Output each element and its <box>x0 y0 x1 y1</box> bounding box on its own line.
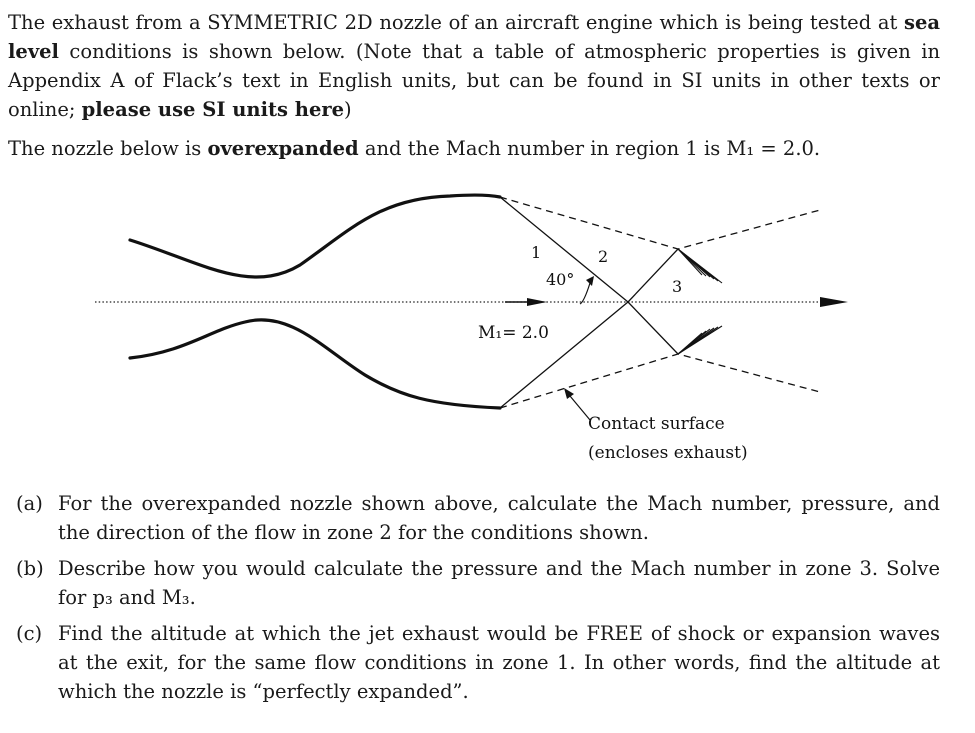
question-b-text: Describe how you would calculate the pressure and the Mach number in zone 3. Solve for p₃ and M₃. <box>58 557 940 609</box>
flow-arrow-head <box>527 298 547 306</box>
angle-label: 40° <box>546 270 575 289</box>
intro-text-1: The exhaust from a SYMMETRIC 2D nozzle of an aircraft engine which is being tested at <box>8 11 904 34</box>
statement-text-2: and the Mach number in region 1 is M₁ = 2.0. <box>358 137 821 160</box>
region-1-label: 1 <box>531 243 542 262</box>
intro-bold-si-units: please use SI units here <box>81 98 345 121</box>
reflected-shock-upper <box>628 249 678 302</box>
intro-text-2: conditions is shown below. (Note that a table of atmospheric properties is given in Appendix A of Flack’s text in English units, but can be found in SI units in other texts or online; <box>8 40 940 121</box>
contact-surface-lower <box>500 354 820 408</box>
nozzle-upper-wall <box>130 195 500 277</box>
contact-pointer-head <box>564 388 574 399</box>
reflected-shock-lower <box>628 302 678 354</box>
intro-bold-sea-level: sea level <box>8 11 940 63</box>
mach-label: M₁= 2.0 <box>478 323 549 343</box>
question-a-label: (a) <box>16 492 43 515</box>
statement-bold-overexpanded: overexpanded <box>207 137 359 160</box>
contact-pointer-line <box>570 396 590 420</box>
question-a-text: For the overexpanded nozzle shown above, calculate the Mach number, pressure, and the direction of the flow in zone 2 for the conditions shown. <box>58 492 940 544</box>
nozzle-lower-wall <box>130 320 500 408</box>
contact-surface-upper <box>500 197 820 249</box>
centerline-arrowhead <box>820 297 848 307</box>
question-b <box>16 554 940 612</box>
contact-surface-label: Contact surface <box>588 414 725 434</box>
expansion-fan-upper <box>678 249 722 283</box>
shock-lower <box>500 302 628 408</box>
question-c <box>16 619 940 706</box>
expansion-fan-lower <box>678 326 722 354</box>
region-2-label: 2 <box>598 247 609 266</box>
region-3-label: 3 <box>672 277 683 296</box>
contact-surface-sublabel: (encloses exhaust) <box>588 443 748 463</box>
question-b-label: (b) <box>16 557 44 580</box>
question-a <box>16 489 940 547</box>
question-c-label: (c) <box>16 622 43 645</box>
statement-text-1: The nozzle below is <box>8 137 208 160</box>
intro-text-3: ) <box>344 98 352 121</box>
question-c-text: Find the altitude at which the jet exhaust would be FREE of shock or expansion waves at the exit, for the same flow conditions in zone 1. In other words, find the altitude at which the nozzle is “perfectly expanded”. <box>58 622 940 703</box>
angle-arc <box>580 283 590 304</box>
